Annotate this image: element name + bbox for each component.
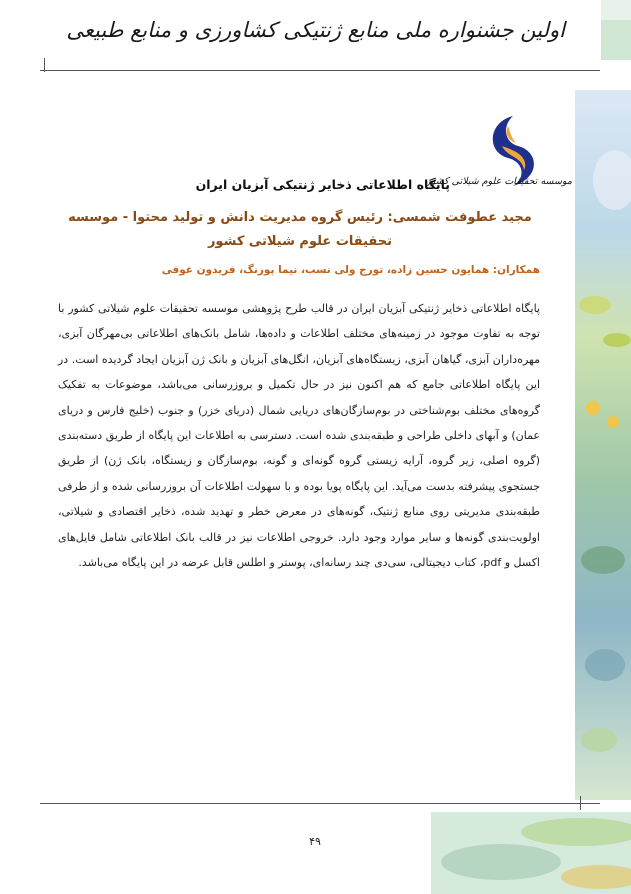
collaborators-line: همکاران: همایون حسین زاده، تورج ولی نسب، نیما پورنگ، فریدون عوفی — [161, 264, 540, 276]
article-title: پایگاه اطلاعاتی ذخایر ژنتیکی آبزیان ایران — [195, 177, 450, 192]
abstract-paragraph: پایگاه اطلاعاتی ذخایر ژنتیکی آبزیان ایران در قالب طرح پژوهشی موسسه تحقیقات علوم شیلاتی کشور با توجه به تفاوت موجود در زمینه‌های مختلف اطلاعات و داده‌ها، شامل بانک‌های اطلاعاتی بی‌مهرگان آبزی، مهره‌داران آبزی، گیاهان آبزی، زیستگاه‌های آبزیان، انگل‌های آبزیان و بانک ژن آبزیان ایجاد گردیده است. در این پایگاه اطلاعاتی جامع که هم اکنون نیز در حال تکمیل و بروزرسانی می‌باشد، موضوعات به تفکیک گروه‌های مختلف بوم‌شناختی در بوم‌سازگان‌های دریایی شمال (دریای خزر) و جنوب (خلیج فارس و دریای عمان) و آبهای داخلی طراحی و طبقه‌بندی شده است. دسترسی به اطلاعات این پایگاه از طریق دسته‌بندی (گروه اصلی، زیر گروه، آرایه زیستی گروه گونه‌ای و گونه، بوم‌سازگان و زیستگاه، بانک ژن) از طریق جستجوی پیشرفته بدست می‌آید. این پایگاه پویا بوده و با سهولت اطلاعات آن بروزرسانی شده و از طرفی طبقه‌بندی مدیریتی روی منابع ژنتیک، گونه‌های در معرض خطر و تهدید شده، ذخایر اقتصادی و شیلاتی، اولویت‌بندی گونه‌ها و سایر موارد وجود دارد. خروجی اطلاعات نیز در قالب بانک اطلاعاتی شامل فایل‌های اکسل و pdf، کتاب دیجیتالی، سی‌دی چند رسانه‌ای، پوستر و اطلس قابل عرضه در این پایگاه می‌باشد. — [58, 302, 540, 570]
logo-caption: موسسه تحقیقات علوم شیلاتی کشور — [426, 176, 572, 187]
side-decoration — [575, 90, 631, 800]
footer-rule — [40, 803, 600, 804]
bottom-decoration — [431, 812, 631, 894]
header-rule — [40, 70, 600, 71]
corner-decoration — [601, 0, 631, 60]
page-number: ۴۹ — [309, 835, 321, 848]
footer-rule-tick — [580, 796, 581, 810]
header-title: اولین جشنواره ملی منابع ژنتیکی کشاورزی و منابع طبیعی — [66, 18, 565, 42]
author-line: مجید عطوفت شمسی: رئیس گروه مدیریت دانش و تولید محتوا - موسسه تحقیقات علوم شیلاتی کشور — [68, 210, 532, 249]
